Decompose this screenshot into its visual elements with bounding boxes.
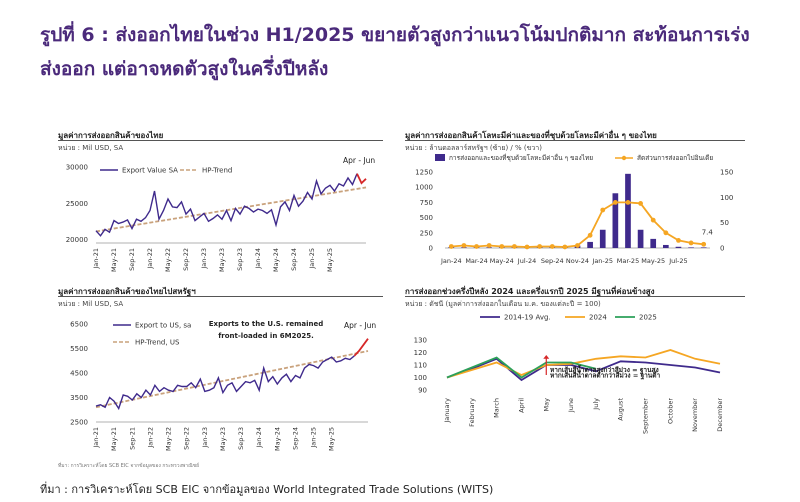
y-tick-label: 5500 [70, 345, 88, 353]
india-share-line [451, 202, 703, 247]
export-series-line [96, 356, 354, 409]
x-tick-label: May-23 [218, 427, 227, 451]
x-tick-label: May-24 [273, 427, 282, 451]
chart-exports-us [58, 308, 388, 458]
y-left-tick-label: 1000 [415, 183, 433, 192]
bar [638, 230, 644, 248]
x-category-label: September [641, 398, 650, 434]
chart2-title: มูลค่าการส่งออกสินค้าของไทยไปสหรัฐฯ [58, 287, 196, 296]
x-tick-label: May-22 [164, 427, 173, 451]
last-value-label: 7.4 [701, 228, 713, 237]
x-tick-label: Mar-25 [616, 257, 640, 265]
x-tick-label: Jan-24 [254, 248, 262, 269]
x-tick-label: Mar-24 [465, 257, 488, 265]
india-share-point [474, 244, 479, 249]
bar [676, 247, 682, 248]
y-left-tick-label: 750 [419, 198, 433, 207]
x-category-label: May [542, 398, 551, 412]
bar [701, 247, 707, 248]
bar [587, 242, 593, 248]
x-category-label: February [467, 398, 476, 427]
x-tick-label: Sep-24 [290, 248, 298, 271]
legend-marker-line [622, 156, 626, 160]
x-category-label: October [666, 398, 675, 425]
bar [625, 174, 631, 248]
x-tick-label: May-21 [110, 248, 118, 272]
chart4-unit: หน่วย : ดัชนี (มูลค่าการส่งออกในเดือน ม.ค. ของแต่ละปี = 100) [405, 300, 601, 308]
x-tick-label: Jul-24 [517, 257, 537, 265]
chart3-unit: หน่วย : ล้านดอลลาร์สหรัฐฯ (ซ้าย) / % (ขวา) [405, 144, 542, 152]
india-share-point [588, 233, 593, 238]
india-share-point [525, 245, 530, 250]
chart2-unit: หน่วย : Mil USD, SA [58, 300, 124, 308]
chart2-rule [58, 296, 383, 297]
callout-line-1: Exports to the U.S. remained [208, 320, 324, 328]
x-tick-label: May-25 [641, 257, 666, 265]
x-tick-label: Jan-21 [92, 427, 100, 448]
x-category-label: June [567, 398, 576, 413]
x-tick-label: Jan-24 [255, 427, 264, 448]
x-tick-label: Jan-25 [592, 257, 614, 265]
legend-label-trend: HP-Trend, US [135, 338, 180, 347]
highlight-series-line [357, 174, 366, 183]
x-tick-label: May-25 [326, 248, 334, 272]
y-tick-label: 30000 [65, 163, 88, 172]
india-share-point [600, 208, 605, 213]
chart-precious-metals [405, 150, 750, 275]
annotation-apr-jun: Apr - Jun [343, 156, 376, 165]
y-right-tick-label: 50 [720, 219, 729, 228]
x-category-label: July [591, 398, 600, 410]
x-tick-label: Jan-25 [308, 248, 316, 269]
chart1-rule [58, 140, 383, 141]
india-share-point [626, 200, 631, 205]
bar [663, 245, 669, 248]
y-left-tick-label: 0 [428, 244, 433, 253]
chart-thai-exports [58, 150, 388, 280]
x-tick-label: Sep-22 [182, 248, 190, 271]
bar [600, 230, 606, 248]
india-share-point [651, 218, 656, 223]
y-right-tick-label: 0 [720, 244, 725, 253]
india-share-point [562, 245, 567, 250]
x-tick-label: May-21 [110, 427, 119, 451]
x-tick-label: Sep-23 [237, 427, 246, 450]
y-left-tick-label: 1250 [415, 168, 433, 177]
x-tick-label: Sep-22 [182, 427, 191, 450]
chart1-title: มูลค่าการส่งออกสินค้าของไทย [58, 131, 164, 140]
small-note: ที่มา: การวิเคราะห์โดย SCB EIC จากข้อมูลของ กระทรวงพาณิชย์ [58, 463, 200, 469]
x-tick-label: May-24 [272, 248, 280, 272]
india-share-point [499, 244, 504, 249]
y-tick-label: 90 [418, 386, 427, 395]
x-tick-label: Jan-23 [200, 427, 209, 448]
legend-label-trend: HP-Trend [202, 166, 233, 175]
x-tick-label: Sep-21 [128, 427, 137, 450]
x-tick-label: Sep-24 [291, 427, 300, 450]
hp-trend-line [96, 187, 366, 231]
bar [688, 247, 694, 248]
y-tick-label: 100 [413, 374, 427, 382]
x-tick-label: May-25 [327, 427, 336, 451]
x-tick-label: May-24 [489, 257, 514, 265]
x-tick-label: May-23 [218, 248, 226, 272]
x-tick-label: Nov-24 [565, 257, 590, 265]
x-tick-label: Jan-22 [146, 248, 154, 269]
y-tick-label: 120 [413, 349, 427, 357]
y-tick-label: 6500 [70, 320, 88, 329]
x-tick-label: Sep-23 [236, 248, 244, 271]
source-note: ที่มา : การวิเคราะห์โดย SCB EIC จากข้อมูลของ World Integrated Trade Solutions (WITS) [40, 483, 494, 496]
export-series-line [96, 174, 357, 236]
y-tick-label: 130 [413, 336, 427, 345]
india-share-point [512, 244, 517, 249]
legend-label-series: Export Value SA [122, 166, 178, 175]
page-title-line-2: ส่งออก แต่อาจหดตัวสูงในครึ่งปีหลัง [40, 58, 329, 80]
x-tick-label: Jan-22 [146, 427, 155, 448]
chart4-rule [405, 296, 745, 297]
legend-label: 2024 [589, 313, 607, 322]
page-title [40, 18, 780, 86]
callout-line-2: front-loaded in 6M2025. [218, 332, 314, 340]
india-share-point [449, 244, 454, 249]
y-left-tick-label: 250 [419, 229, 433, 238]
note-line-2: หากเส้นสีน้ำตาลต่ำกว่าสีม่วง = ฐานต่ำ [550, 371, 661, 380]
legend-label-bars: การส่งออกและของที่ชุบด้วยโลหะมีค่าอื่น ๆ ของไทย [449, 154, 594, 162]
chart1-unit: หน่วย : Mil USD, SA [58, 144, 124, 152]
bar [650, 239, 656, 248]
x-tick-label: Jan-21 [92, 248, 100, 269]
x-tick-label: Jan-23 [200, 248, 208, 269]
x-category-label: April [517, 398, 526, 413]
x-category-label: August [616, 398, 625, 421]
x-category-label: November [691, 398, 700, 432]
y-tick-label: 25000 [65, 199, 88, 208]
legend-label-series: Export to US, sa [135, 321, 192, 330]
india-share-point [676, 238, 681, 243]
x-tick-label: Jan-24 [440, 257, 462, 265]
y-right-tick-label: 150 [720, 168, 734, 177]
india-share-point [462, 243, 467, 248]
y-right-tick-label: 100 [720, 193, 734, 202]
x-category-label: January [443, 398, 451, 423]
x-tick-label: Sep-21 [128, 248, 136, 271]
legend-label: 2025 [639, 313, 657, 322]
x-tick-label: Jan-25 [309, 427, 318, 448]
arrow-head [543, 355, 549, 359]
y-tick-label: 2500 [70, 418, 88, 427]
x-tick-label: May-22 [164, 248, 172, 272]
y-tick-label: 4500 [70, 369, 88, 378]
india-share-point [663, 230, 668, 235]
chart3-rule [405, 140, 745, 141]
chart-h2-exports [405, 310, 750, 470]
note-line-1: หากเส้นสีน้ำตาลสูงกว่าสีม่วง = ฐานสูง [550, 365, 659, 374]
india-share-point [487, 243, 492, 248]
legend-label: 2014-19 Avg. [504, 313, 551, 322]
y-tick-label: 20000 [65, 235, 88, 244]
india-share-point [550, 244, 555, 249]
x-tick-label: Jul-25 [669, 257, 688, 265]
page-title-line-1: รูปที่ 6 : ส่งออกไทยในช่วง H1/2025 ขยายตัวสูงกว่าแนวโน้มปกติมาก สะท้อนการเร่ง [40, 24, 750, 46]
chart4-title: การส่งออกช่วงครึ่งปีหลัง 2024 และครึ่งแรกปี 2025 มีฐานที่ค่อนข้างสูง [405, 287, 655, 296]
x-category-label: March [492, 398, 501, 418]
y-tick-label: 110 [413, 361, 427, 370]
india-share-point [613, 200, 618, 205]
india-share-point [537, 244, 542, 249]
chart3-title: มูลค่าการส่งออกสินค้าโลหะมีค่าและของที่ชุบด้วยโลหะมีค่าอื่น ๆ ของไทย [405, 131, 657, 140]
x-category-label: December [716, 398, 724, 432]
india-share-point [575, 243, 580, 248]
india-share-point [689, 241, 694, 246]
india-share-point [638, 201, 643, 206]
y-left-tick-label: 500 [419, 214, 433, 223]
x-tick-label: Sep-24 [540, 257, 564, 265]
y-tick-label: 3500 [70, 394, 88, 402]
annotation-apr-jun: Apr - Jun [344, 321, 377, 330]
legend-swatch-bars [435, 154, 445, 161]
legend-label-line: สัดส่วนการส่งออกไปอินเดีย [637, 154, 714, 162]
india-share-point [701, 242, 706, 247]
